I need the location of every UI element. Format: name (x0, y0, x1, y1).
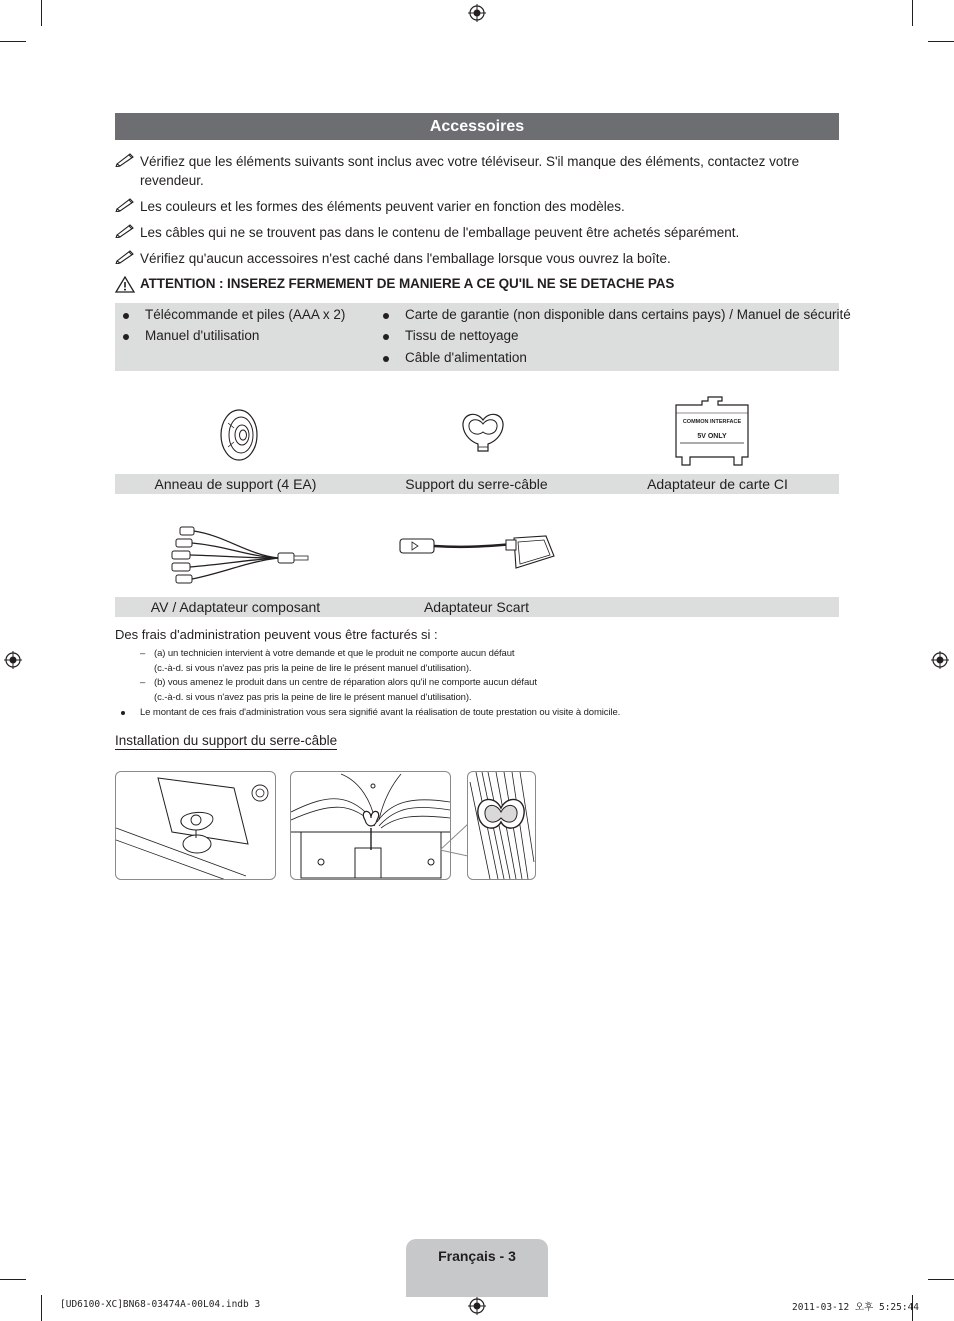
fees-bullet-text: Le montant de ces frais d'administration vous sera signifié avant la réalisation de toute prestation ou visite à domicile. (140, 707, 621, 718)
registration-mark-icon (468, 4, 486, 22)
caption-holder-ring: Anneau de support (4 EA) (154, 476, 317, 492)
attention-text: ATTENTION : INSEREZ FERMEMENT DE MANIERE A CE QU'IL NE SE DETACHE PAS (140, 276, 675, 291)
fees-dash: – (140, 648, 146, 659)
print-slug-file: [UD6100-XC]BN68-03474A-00L04.indb 3 (60, 1299, 261, 1310)
fees-bullet-dot (121, 711, 125, 715)
attention-warning (115, 276, 674, 291)
list-item: Carte de garantie (non disponible dans certains pays) / Manuel de sécurité (405, 307, 851, 322)
page-label: Français - 3 (438, 1248, 516, 1264)
bullet-icon (383, 334, 389, 340)
pencil-note-icon (115, 196, 137, 212)
pencil-note-icon (115, 151, 137, 167)
tv-back-illustration (116, 772, 275, 879)
note-item (115, 152, 815, 190)
note-text: Les couleurs et les formes des éléments peuvent varier en fonction des modèles. (140, 199, 625, 214)
ci-card-adapter-image (672, 395, 752, 469)
bullet-icon (123, 334, 129, 340)
note-text: Vérifiez que les éléments suivants sont inclus avec votre téléviseur. S'il manque des éléments, contactez votre revendeur. (140, 154, 800, 188)
crop-mark (41, 0, 42, 26)
registration-mark-icon (4, 651, 22, 669)
callout-line (440, 820, 470, 860)
crop-mark (928, 1279, 954, 1280)
caption-scart-adapter: Adaptateur Scart (423, 599, 530, 615)
fees-item-line: (b) vous amenez le produit dans un centre de réparation alors qu'il ne comporte aucun défaut (154, 677, 537, 688)
note-item (115, 197, 815, 216)
crop-mark (928, 41, 954, 42)
scart-adapter-image (396, 528, 558, 576)
caption-av-adapter: AV / Adaptateur composant (150, 599, 321, 615)
holder-detail-illustration (468, 772, 535, 879)
page-number-tab (406, 1239, 548, 1297)
fees-title: Des frais d'administration peuvent vous être facturés si : (115, 627, 438, 642)
note-text: Les câbles qui ne se trouvent pas dans le contenu de l'emballage peuvent être achetés séparément. (140, 225, 740, 240)
section-title: Accessoires (115, 113, 839, 140)
crop-mark (0, 41, 26, 42)
installation-figure-3 (467, 771, 536, 880)
installation-figure-1 (115, 771, 276, 880)
fees-item-line: (c.-à-d. si vous n'avez pas pris la peine de lire le présent manuel d'utilisation). (154, 692, 472, 703)
registration-mark-icon (468, 1297, 486, 1315)
list-item: Câble d'alimentation (405, 350, 527, 365)
crop-mark (0, 1279, 26, 1280)
note-item (115, 249, 815, 268)
list-item: Manuel d'utilisation (145, 328, 259, 343)
holder-ring-image (218, 408, 260, 462)
crop-mark (41, 1295, 42, 1321)
cable-holder-image (458, 410, 508, 454)
bullet-icon (123, 313, 129, 319)
note-text: Vérifiez qu'aucun accessoires n'est caché dans l'emballage lorsque vous ouvrez la boîte. (140, 251, 671, 266)
pencil-note-icon (115, 222, 137, 238)
list-item: Tissu de nettoyage (405, 328, 519, 343)
pencil-note-icon (115, 248, 137, 264)
installation-title: Installation du support du serre-câble (115, 733, 338, 748)
caption-ci-adapter: Adaptateur de carte CI (647, 476, 788, 492)
note-item (115, 223, 815, 242)
fees-dash: – (140, 677, 146, 688)
fees-item-line: (a) un technicien intervient à votre demande et que le produit ne comporte aucun défaut (154, 648, 515, 659)
crop-mark (912, 0, 913, 26)
bullet-icon (383, 313, 389, 319)
caption-cable-holder: Support du serre-câble (405, 476, 548, 492)
bullet-icon (383, 356, 389, 362)
registration-mark-icon (931, 651, 949, 669)
cable-bundle-illustration (291, 772, 450, 879)
print-slug-date: 2011-03-12 오후 5:25:44 (792, 1302, 920, 1313)
warning-triangle-icon (115, 276, 135, 293)
ci-adapter-label-line2: 5V ONLY (697, 433, 727, 440)
fees-item-line: (c.-à-d. si vous n'avez pas pris la peine de lire le présent manuel d'utilisation). (154, 663, 472, 674)
ci-adapter-label-line1: COMMON INTERFACE (682, 419, 742, 425)
list-item: Télécommande et piles (AAA x 2) (145, 307, 345, 322)
av-component-adapter-image (166, 524, 312, 590)
installation-figure-2 (290, 771, 451, 880)
